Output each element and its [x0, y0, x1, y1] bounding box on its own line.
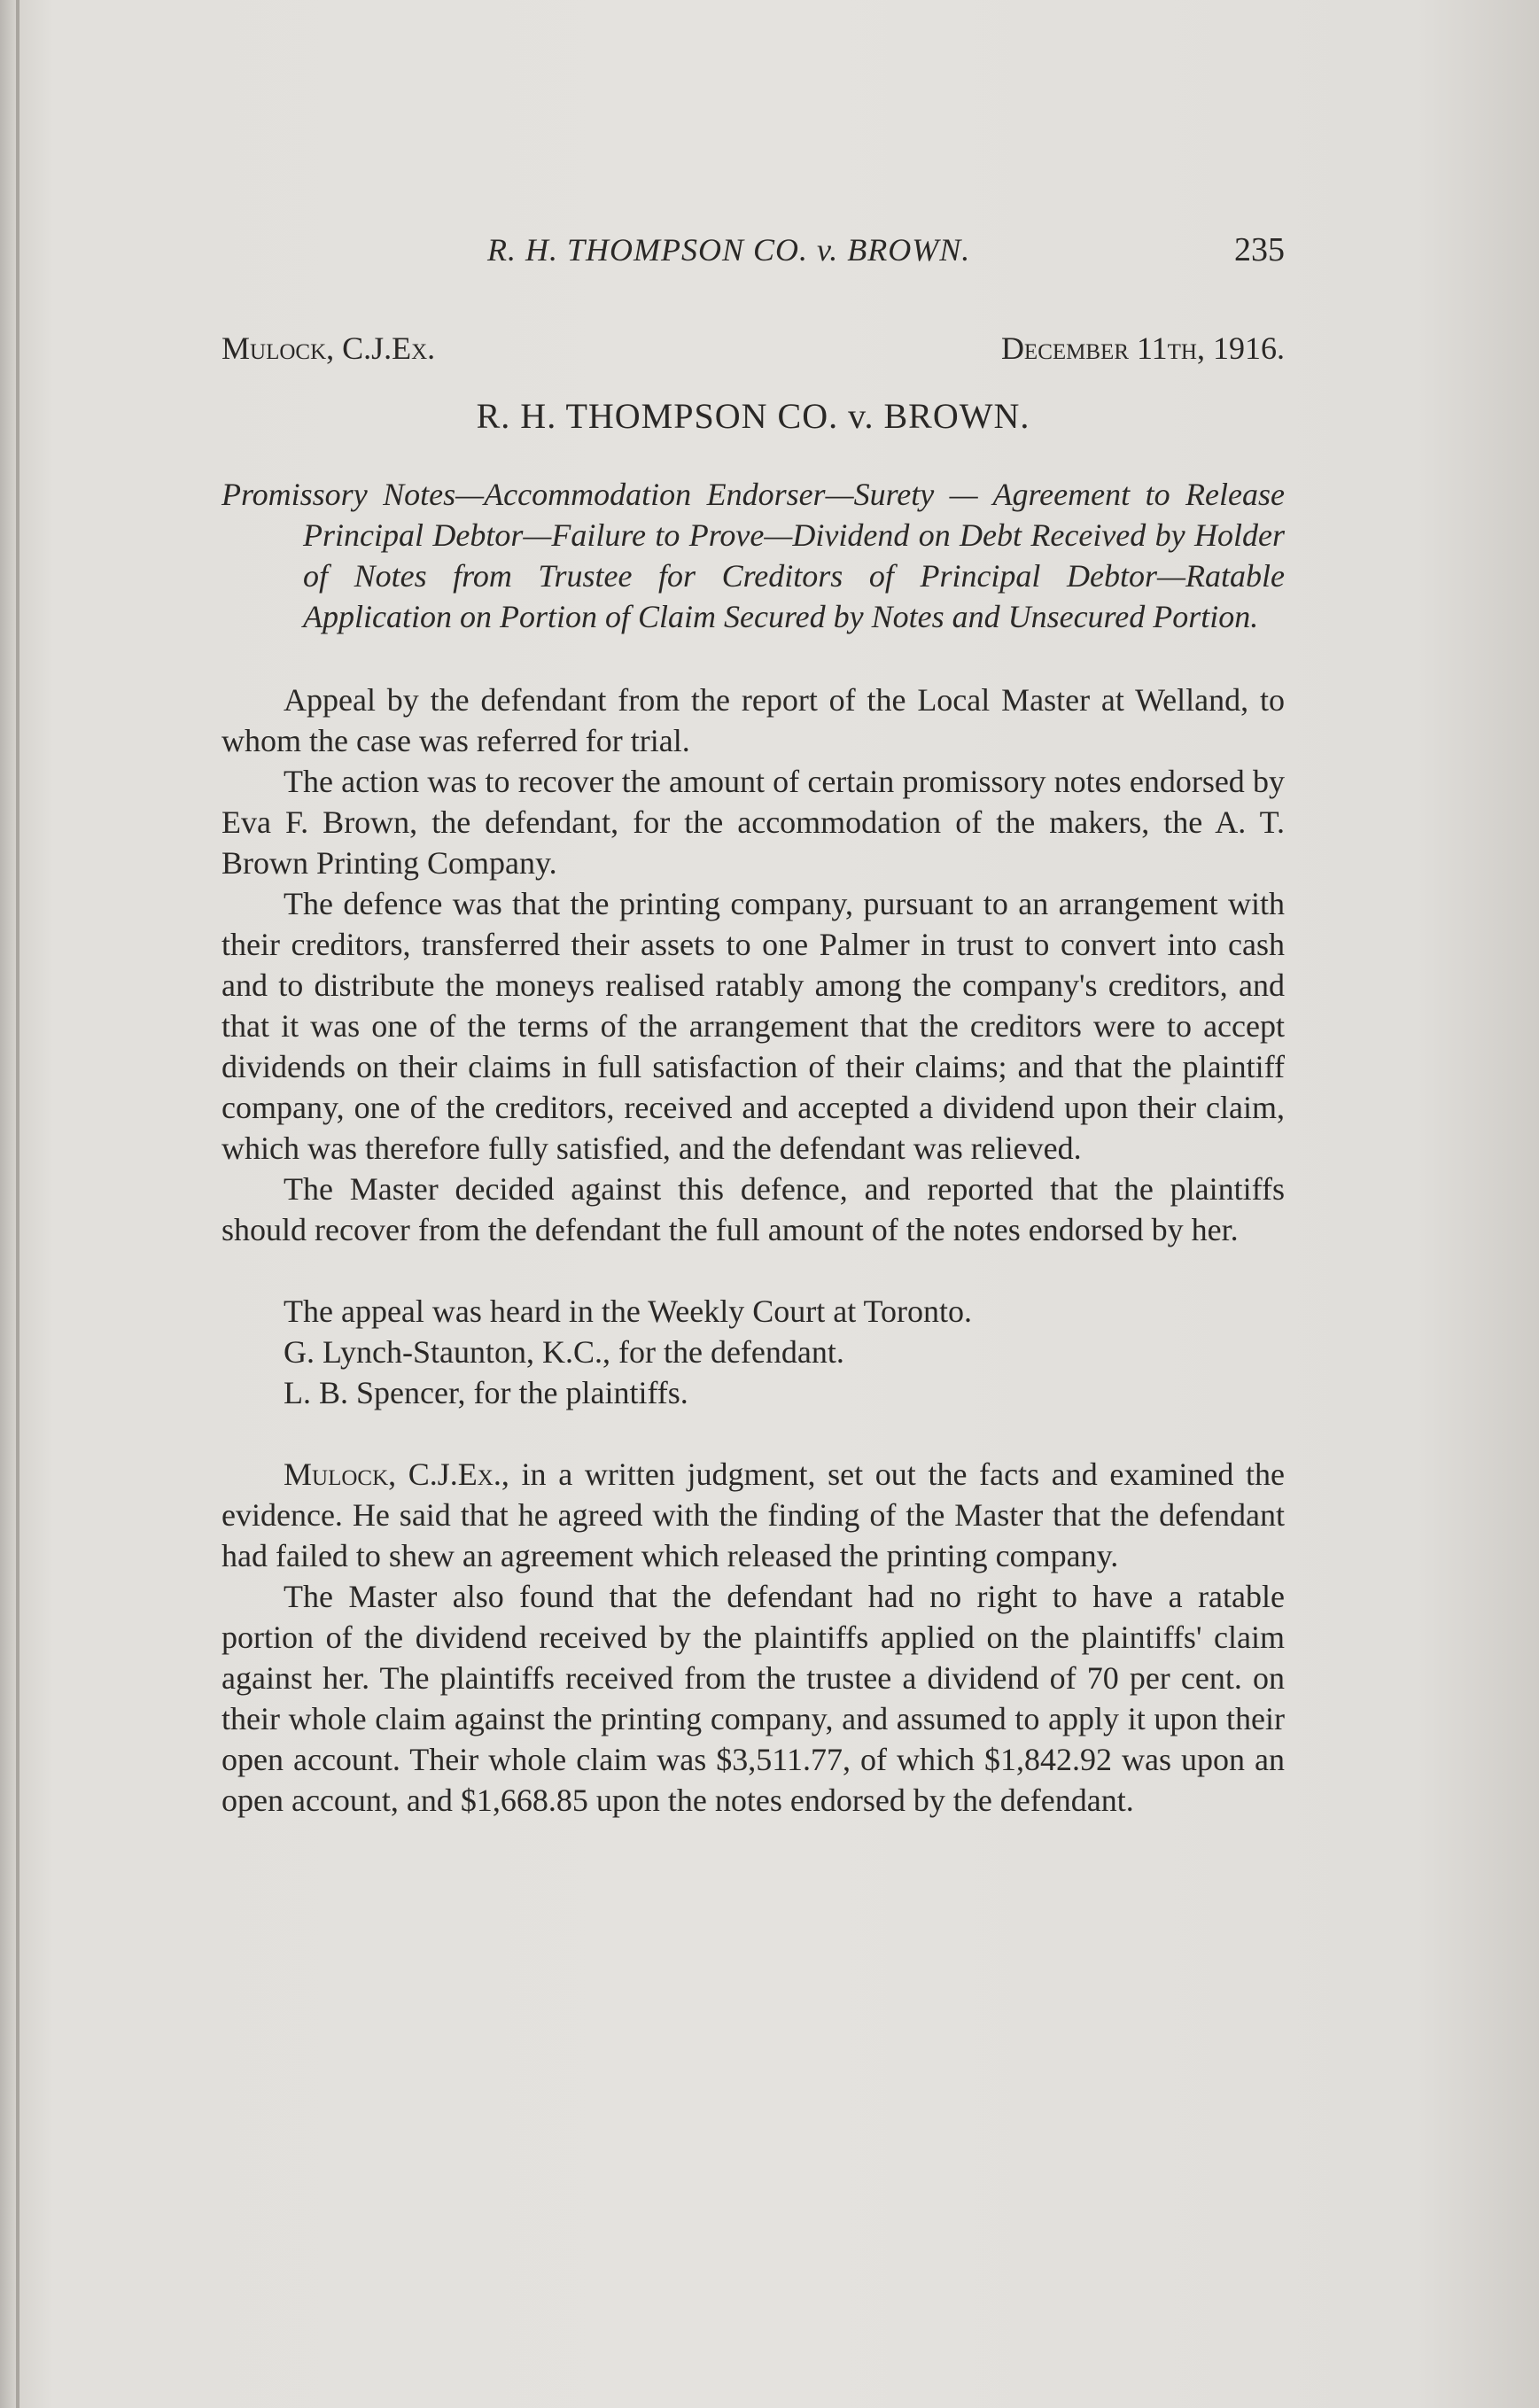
judgment-judge-name: Mulock, C.J.Ex. [284, 1456, 501, 1492]
statement-paragraph: The Master decided against this defence, and reported that the plaintiffs should recover from the defendant the full amount of the notes endorsed by her. [222, 1171, 1285, 1247]
judge-byline: Mulock, C.J.Ex. [222, 330, 436, 366]
statement-paragraph: The defence was that the printing company, pursuant to an arrangement with their creditors, transferred their assets to one Palmer in trust to convert into cash and to distribute the moneys realised ratably among the company's creditors, and that it was one of the terms of the arrangement that the creditors were to accept dividends on their claims in full satisfaction of their claims; and that the plaintiff company, one of the creditors, received and accepted a dividend upon their claim, which was therefore fully satisfied, and the defendant was relieved. [222, 886, 1285, 1166]
judgment-paragraph-text: , in a written judgment, set out the facts and examined the evidence. He said that he agreed with the finding of the Master that the defendant had failed to shew an agreement which released the printing company. [222, 1456, 1285, 1573]
decision-date: December 11th, 1916. [1000, 330, 1285, 366]
case-title: R. H. THOMPSON CO. v. BROWN. [476, 396, 1030, 436]
page-text-block [222, 230, 1285, 1821]
judgment-paragraph: The Master also found that the defendant had no right to have a ratable portion of the dividend received by the plaintiffs applied on the plaintiffs' claim against her. The plaintiffs received from the trustee a dividend of 70 per cent. on their whole claim against the printing company, and assumed to apply it upon their open account. Their whole claim was $3,511.77, of which $1,842.92 was upon an open account, and $1,668.85 upon the notes endorsed by the defendant. [222, 1579, 1285, 1818]
headnote: Promissory Notes—Accommodation Endorser—Surety — Agreement to Release Principal Debtor—Failure to Prove—Dividend on Debt Received by Holder of Notes from Trustee for Creditors of Principal Debtor—Ratable Application on Portion of Claim Secured by Notes and Unsecured Portion. [222, 477, 1285, 634]
judgment-section [222, 1454, 1285, 1821]
hearing-note: The appeal was heard in the Weekly Court at Toronto. [284, 1293, 973, 1329]
statement-paragraph: Appeal by the defendant from the report of the Local Master at Welland, to whom the case was referred for trial. [222, 682, 1285, 758]
counsel-section [222, 1291, 1285, 1413]
counsel-plaintiffs: L. B. Spencer, for the plaintiffs. [284, 1375, 688, 1410]
running-head [222, 230, 1285, 284]
judgment-paragraph [222, 1454, 1285, 1576]
running-head-title: R. H. THOMPSON CO. v. BROWN. [487, 232, 971, 268]
binding-gutter [16, 0, 19, 2408]
page-number: 235 [1234, 231, 1285, 268]
counsel-defendant: G. Lynch-Staunton, K.C., for the defendant. [284, 1334, 844, 1370]
byline [222, 330, 1285, 367]
statement-section [222, 680, 1285, 1250]
statement-paragraph: The action was to recover the amount of certain promissory notes endorsed by Eva F. Brown, the defendant, for the accommodation of the makers, the A. T. Brown Printing Company. [222, 764, 1285, 881]
